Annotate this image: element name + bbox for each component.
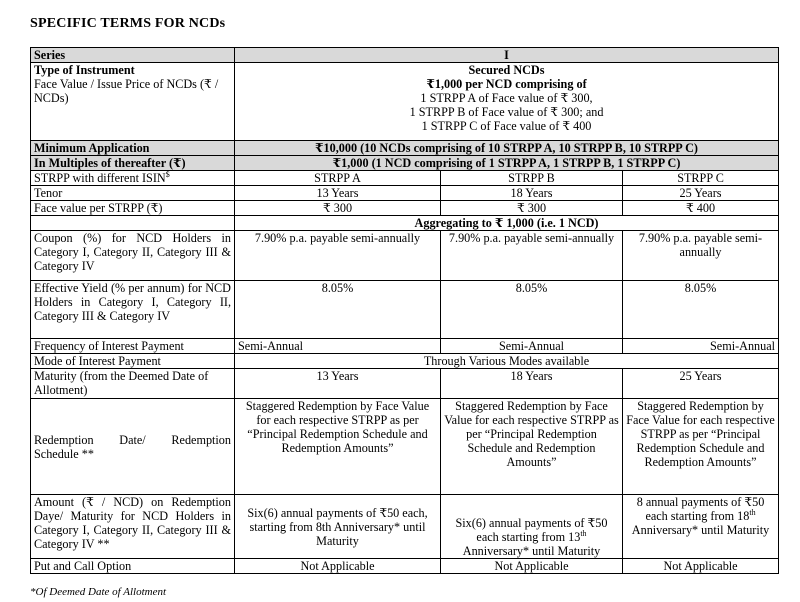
type-value: Secured NCDs [468, 63, 545, 77]
isin-b: STRPP B [441, 171, 623, 186]
maturity-b: 18 Years [441, 369, 623, 399]
put-call-b: Not Applicable [441, 559, 623, 574]
face-value-line1: ₹1,000 per NCD comprising of [426, 77, 587, 91]
fv-strpp-label: Face value per STRPP (₹) [31, 201, 235, 216]
row-effective-yield [31, 281, 779, 339]
tenor-a: 13 Years [235, 186, 441, 201]
amount-label: Amount (₹ / NCD) on Redemption Daye/ Maturity for NCD Holders in Category I, Category II, Category III & Category IV ** [31, 495, 235, 559]
redemption-c: Staggered Redemption by Face Value for each respective STRPP as per “Principal Redemption Schedule and Redemption Amounts” [623, 399, 779, 495]
multiples-label: In Multiples of thereafter (₹) [31, 156, 235, 171]
row-put-call [31, 559, 779, 574]
frequency-a: Semi-Annual [235, 339, 441, 354]
frequency-label: Frequency of Interest Payment [31, 339, 235, 354]
yield-c: 8.05% [623, 281, 779, 339]
row-isin [31, 171, 779, 186]
fv-strpp-c: ₹ 400 [623, 201, 779, 216]
row-type-face-value [31, 63, 779, 141]
series-value: I [235, 48, 779, 63]
row-mode [31, 354, 779, 369]
face-value-line2: 1 STRPP A of Face value of ₹ 300, [420, 91, 593, 105]
tenor-c: 25 Years [623, 186, 779, 201]
isin-c: STRPP C [623, 171, 779, 186]
redemption-a: Staggered Redemption by Face Value for each respective STRPP as per “Principal Redemption Schedule and Redemption Amounts” [235, 399, 441, 495]
tenor-label: Tenor [31, 186, 235, 201]
yield-label: Effective Yield (% per annum) for NCD Holders in Category I, Category II, Category III & Category IV [31, 281, 235, 339]
frequency-c: Semi-Annual [623, 339, 779, 354]
aggregating-label [31, 216, 235, 231]
fv-strpp-b: ₹ 300 [441, 201, 623, 216]
page-heading: SPECIFIC TERMS FOR NCDs [30, 16, 226, 31]
isin-a: STRPP A [235, 171, 441, 186]
put-call-a: Not Applicable [235, 559, 441, 574]
amount-c: 8 annual payments of ₹50 each starting from 18th Anniversary* until Maturity [623, 495, 779, 559]
row-amount [31, 495, 779, 559]
row-frequency [31, 339, 779, 354]
row-maturity [31, 369, 779, 399]
coupon-a: 7.90% p.a. payable semi-annually [235, 231, 441, 281]
footnote: *Of Deemed Date of Allotment [30, 586, 167, 598]
ncd-terms-table [30, 47, 779, 574]
amount-b: Six(6) annual payments of ₹50 each starting from 13th Anniversary* until Maturity [441, 495, 623, 559]
row-aggregating [31, 216, 779, 231]
aggregating-value: Aggregating to ₹ 1,000 (i.e. 1 NCD) [235, 216, 779, 231]
type-face-label-cell [31, 63, 235, 141]
amount-a: Six(6) annual payments of ₹50 each, starting from 8th Anniversary* until Maturity [235, 495, 441, 559]
redemption-label: Redemption Date/ Redemption Schedule ** [31, 399, 235, 495]
mode-value: Through Various Modes available [235, 354, 779, 369]
coupon-b: 7.90% p.a. payable semi-annually [441, 231, 623, 281]
row-face-value-per-strpp [31, 201, 779, 216]
multiples-value: ₹1,000 (1 NCD comprising of 1 STRPP A, 1 STRPP B, 1 STRPP C) [235, 156, 779, 171]
redemption-b: Staggered Redemption by Face Value for each respective STRPP as per “Principal Redemption Schedule and Redemption Amounts” [441, 399, 623, 495]
frequency-b: Semi-Annual [441, 339, 623, 354]
row-multiples [31, 156, 779, 171]
min-app-value: ₹10,000 (10 NCDs comprising of 10 STRPP A, 10 STRPP B, 10 STRPP C) [235, 141, 779, 156]
type-label: Type of Instrument [34, 63, 135, 77]
tenor-b: 18 Years [441, 186, 623, 201]
face-value-label: Face Value / Issue Price of NCDs (₹ / NCDs) [34, 77, 219, 105]
coupon-label: Coupon (%) for NCD Holders in Category I, Category II, Category III & Category IV [31, 231, 235, 281]
row-coupon [31, 231, 779, 281]
type-face-value-cell [235, 63, 779, 141]
row-tenor [31, 186, 779, 201]
row-series [31, 48, 779, 63]
coupon-c: 7.90% p.a. payable semi-annually [623, 231, 779, 281]
fv-strpp-a: ₹ 300 [235, 201, 441, 216]
min-app-label: Minimum Application [31, 141, 235, 156]
face-value-line4: 1 STRPP C of Face value of ₹ 400 [421, 119, 592, 133]
isin-label: STRPP with different ISIN$ [31, 171, 235, 186]
yield-a: 8.05% [235, 281, 441, 339]
mode-label: Mode of Interest Payment [31, 354, 235, 369]
put-call-c: Not Applicable [623, 559, 779, 574]
maturity-a: 13 Years [235, 369, 441, 399]
row-minimum-application [31, 141, 779, 156]
face-value-line3: 1 STRPP B of Face value of ₹ 300; and [409, 105, 604, 119]
put-call-label: Put and Call Option [31, 559, 235, 574]
series-label: Series [31, 48, 235, 63]
maturity-label: Maturity (from the Deemed Date of Allotment) [31, 369, 235, 399]
maturity-c: 25 Years [623, 369, 779, 399]
row-redemption [31, 399, 779, 495]
yield-b: 8.05% [441, 281, 623, 339]
